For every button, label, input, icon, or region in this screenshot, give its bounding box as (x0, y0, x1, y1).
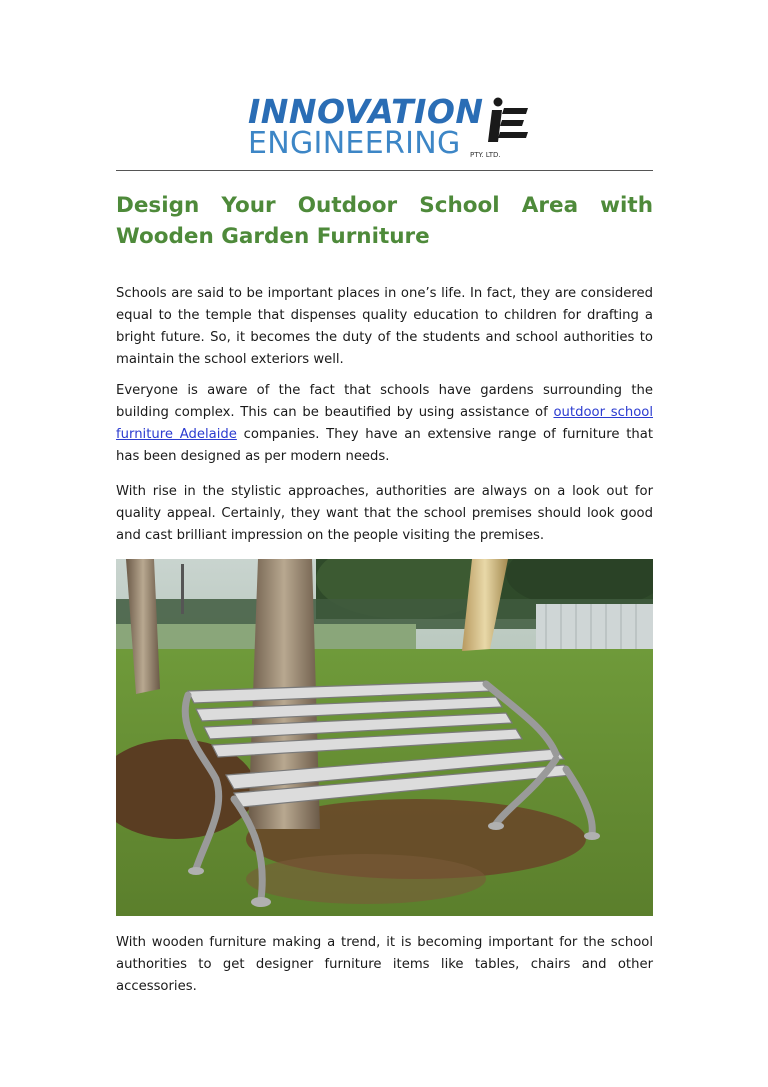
paragraph-2-text-before: Everyone is aware of the fact that schools have gardens surrounding the building complex. This can be beautified by using assistance of (116, 383, 653, 420)
paragraph-1: Schools are said to be important places in one’s life. In fact, they are considered equal to the temple that dispenses quality education to children for drafting a bright future. So, it becomes the duty of the students and school authorities to maintain the school exteriors well. (116, 286, 653, 367)
article-title: Design Your Outdoor School Area with Wooden Garden Furniture (116, 193, 653, 249)
bench-photo (116, 559, 653, 916)
furniture-link[interactable]: outdoor school furniture Adelaide (116, 405, 653, 442)
paragraph-2 (116, 380, 653, 468)
logo-line-engineering: ENGINEERING (248, 126, 461, 161)
header-divider (116, 170, 653, 171)
logo-mark-icon (488, 96, 532, 146)
paragraph-4: With wooden furniture making a trend, it is becoming important for the school authorities to get designer furniture items like tables, chairs and other accessories. (116, 935, 653, 994)
logo-line-innovation: INNOVATION (248, 92, 484, 131)
logo-suffix: PTY. LTD. (470, 151, 501, 159)
paragraph-2-text-after: companies. They have an extensive range of furniture that has been designed as per modern needs. (116, 427, 653, 464)
company-logo (248, 94, 538, 166)
paragraph-3: With rise in the stylistic approaches, authorities are always on a look out for quality appeal. Certainly, they want that the school premises should look good and cast brilliant impression on the people visiting the premises. (116, 484, 653, 543)
